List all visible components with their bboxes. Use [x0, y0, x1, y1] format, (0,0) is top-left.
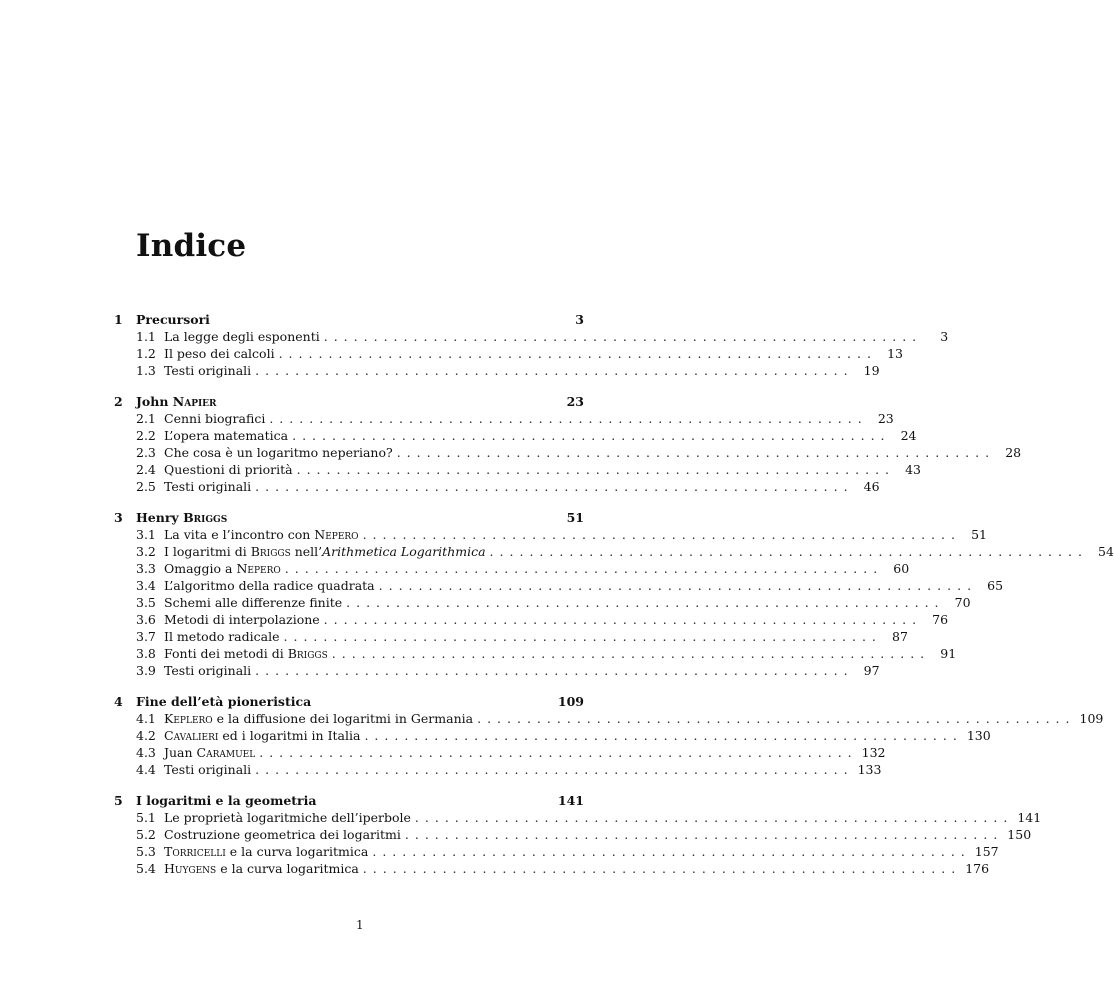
chapter-number: 3: [114, 510, 123, 525]
section-page: 60: [893, 561, 910, 576]
dot-leader: ............................................................: [292, 428, 891, 443]
section-title: L’opera matematica: [164, 428, 289, 443]
section-number: 3.6: [136, 612, 156, 627]
section-title: L’algoritmo della radice quadrata: [164, 578, 375, 593]
toc-section-entry: [114, 411, 894, 428]
section-page: 150: [1007, 827, 1032, 842]
section-number: 1.3: [136, 363, 156, 378]
dot-leader: ............................................................: [414, 810, 1014, 825]
toc-chapter-heading: [114, 793, 584, 810]
section-title: Metodi di interpolazione: [164, 612, 320, 627]
toc-chapter: [114, 793, 1042, 878]
chapter-number: 5: [114, 793, 123, 808]
section-number: 3.8: [136, 646, 156, 661]
dot-leader: ............................................................: [296, 462, 896, 477]
section-page: 28: [1005, 445, 1022, 460]
section-number: 3.3: [136, 561, 156, 576]
toc-section-entry: [114, 578, 1004, 595]
toc-section-entry: [114, 844, 999, 861]
section-number: 5.3: [136, 844, 156, 859]
section-page: 46: [863, 479, 880, 494]
dot-leader: ............................................................: [269, 411, 868, 426]
toc-section-entry: [114, 445, 1022, 462]
section-page: 76: [932, 612, 949, 627]
section-title: Il peso dei calcoli: [164, 346, 275, 361]
dot-leader: ............................................................: [477, 711, 1076, 726]
section-page: 3: [940, 329, 949, 344]
dot-leader: ............................................................: [259, 745, 858, 760]
section-page: 65: [987, 578, 1004, 593]
section-title: Che cosa è un logaritmo neperiano?: [164, 445, 393, 460]
toc-section-entry: [114, 762, 882, 779]
section-number: 2.2: [136, 428, 156, 443]
section-number: 2.5: [136, 479, 156, 494]
section-title: Fonti dei metodi di Briggs: [164, 646, 328, 661]
section-title: Testi originali: [164, 363, 252, 378]
section-number: 3.9: [136, 663, 156, 678]
section-page: 87: [892, 629, 908, 644]
section-number: 2.3: [136, 445, 156, 460]
section-title: Le proprietà logaritmiche dell’iperbole: [164, 810, 411, 825]
dot-leader: ............................................................: [255, 479, 854, 494]
toc-chapter: [114, 394, 1022, 496]
section-page: 133: [857, 762, 882, 777]
toc-section-entry: [114, 663, 880, 680]
section-page: 132: [861, 745, 886, 760]
dot-leader: ............................................................: [323, 612, 923, 627]
section-title: Torricelli e la curva logaritmica: [164, 844, 369, 859]
chapter-title: Fine dell’età pioneristica: [136, 694, 312, 709]
chapter-page: 3: [575, 312, 584, 327]
toc-section-entry: [114, 861, 990, 878]
chapter-title: John Napier: [136, 394, 217, 409]
section-title: I logaritmi di Briggs nell’Arithmetica Logarithmica: [164, 544, 486, 559]
section-number: 1.2: [136, 346, 156, 361]
toc-chapter-heading: [114, 694, 584, 711]
table-of-contents: [114, 312, 1114, 892]
toc-section-entry: [114, 595, 971, 612]
section-page: 23: [877, 411, 894, 426]
dot-leader: ............................................................: [255, 363, 854, 378]
dot-leader: ............................................................: [278, 346, 877, 361]
section-title: Juan Caramuel: [164, 745, 256, 760]
dot-leader: ............................................................: [255, 663, 854, 678]
dot-leader: ............................................................: [396, 445, 996, 460]
dot-leader: ............................................................: [323, 329, 923, 344]
section-number: 3.7: [136, 629, 156, 644]
section-page: 51: [971, 527, 987, 542]
chapter-title: I logaritmi e la geometria: [136, 793, 317, 808]
toc-chapter-heading: [114, 394, 584, 411]
section-number: 5.2: [136, 827, 156, 842]
toc-section-entry: [114, 363, 880, 380]
section-number: 3.5: [136, 595, 156, 610]
toc-section-entry: [114, 329, 949, 346]
section-title: Huygens e la curva logaritmica: [164, 861, 359, 876]
toc-section-entry: [114, 561, 910, 578]
chapter-title: Henry Briggs: [136, 510, 228, 525]
toc-section-entry: [114, 629, 908, 646]
toc-section-entry: [114, 544, 1114, 561]
section-number: 4.1: [136, 711, 156, 726]
section-page: 54: [1098, 544, 1114, 559]
section-title: La vita e l’incontro con Nepero: [164, 527, 359, 542]
toc-section-entry: [114, 479, 880, 496]
toc-section-entry: [114, 612, 949, 629]
section-title: Costruzione geometrica dei logaritmi: [164, 827, 401, 842]
section-title: Testi originali: [164, 762, 252, 777]
section-number: 4.4: [136, 762, 156, 777]
section-page: 13: [887, 346, 903, 361]
section-page: 24: [900, 428, 917, 443]
section-number: 2.1: [136, 411, 156, 426]
dot-leader: ............................................................: [372, 844, 971, 859]
section-number: 4.3: [136, 745, 156, 760]
chapter-page: 23: [566, 394, 584, 409]
section-page: 141: [1017, 810, 1042, 825]
toc-chapter-heading: [114, 312, 584, 329]
toc-section-entry: [114, 827, 1032, 844]
toc-section-entry: [114, 810, 1042, 827]
toc-section-entry: [114, 428, 917, 445]
section-page: 43: [905, 462, 922, 477]
section-number: 5.1: [136, 810, 156, 825]
dot-leader: ............................................................: [362, 527, 961, 542]
toc-chapter: [114, 510, 1114, 680]
toc-section-entry: [114, 728, 991, 745]
section-page: 109: [1079, 711, 1104, 726]
chapter-title: Precursori: [136, 312, 210, 327]
toc-section-entry: [114, 462, 922, 479]
section-page: 176: [965, 861, 990, 876]
section-page: 19: [863, 363, 880, 378]
section-title: Cavalieri ed i logaritmi in Italia: [164, 728, 361, 743]
section-number: 3.1: [136, 527, 156, 542]
section-page: 97: [863, 663, 880, 678]
toc-chapter-heading: [114, 510, 584, 527]
dot-leader: ............................................................: [364, 728, 963, 743]
toc-section-entry: [114, 527, 987, 544]
section-title: Omaggio a Nepero: [164, 561, 281, 576]
section-title: Testi originali: [164, 663, 252, 678]
section-title: Il metodo radicale: [164, 629, 280, 644]
dot-leader: ............................................................: [283, 629, 882, 644]
section-title: La legge degli esponenti: [164, 329, 320, 344]
section-page: 130: [966, 728, 991, 743]
dot-leader: ............................................................: [362, 861, 962, 876]
chapter-page: 141: [557, 793, 584, 808]
toc-section-entry: [114, 745, 886, 762]
section-page: 157: [974, 844, 999, 859]
section-number: 3.2: [136, 544, 156, 559]
section-page: 70: [954, 595, 971, 610]
toc-section-entry: [114, 646, 957, 663]
section-title: Cenni biografici: [164, 411, 266, 426]
chapter-number: 2: [114, 394, 123, 409]
toc-section-entry: [114, 711, 1104, 728]
section-title: Schemi alle differenze finite: [164, 595, 343, 610]
chapter-number: 1: [114, 312, 123, 327]
dot-leader: ............................................................: [378, 578, 978, 593]
section-title: Testi originali: [164, 479, 252, 494]
page-number: 1: [356, 918, 364, 932]
toc-chapter: [114, 694, 1104, 779]
dot-leader: ............................................................: [284, 561, 884, 576]
section-number: 2.4: [136, 462, 156, 477]
section-title: Questioni di priorità: [164, 462, 293, 477]
section-number: 1.1: [136, 329, 156, 344]
page-title: Indice: [136, 228, 247, 264]
dot-leader: ............................................................: [346, 595, 945, 610]
toc-section-entry: [114, 346, 903, 363]
toc-chapter: [114, 312, 949, 380]
chapter-page: 51: [566, 510, 584, 525]
section-number: 5.4: [136, 861, 156, 876]
section-page: 91: [940, 646, 957, 661]
section-number: 3.4: [136, 578, 156, 593]
section-title: Keplero e la diffusione dei logaritmi in Germania: [164, 711, 474, 726]
section-number: 4.2: [136, 728, 156, 743]
dot-leader: ............................................................: [404, 827, 1004, 842]
dot-leader: ............................................................: [255, 762, 854, 777]
chapter-page: 109: [557, 694, 584, 709]
dot-leader: ............................................................: [331, 646, 931, 661]
dot-leader: ............................................................: [489, 544, 1088, 559]
chapter-number: 4: [114, 694, 123, 709]
